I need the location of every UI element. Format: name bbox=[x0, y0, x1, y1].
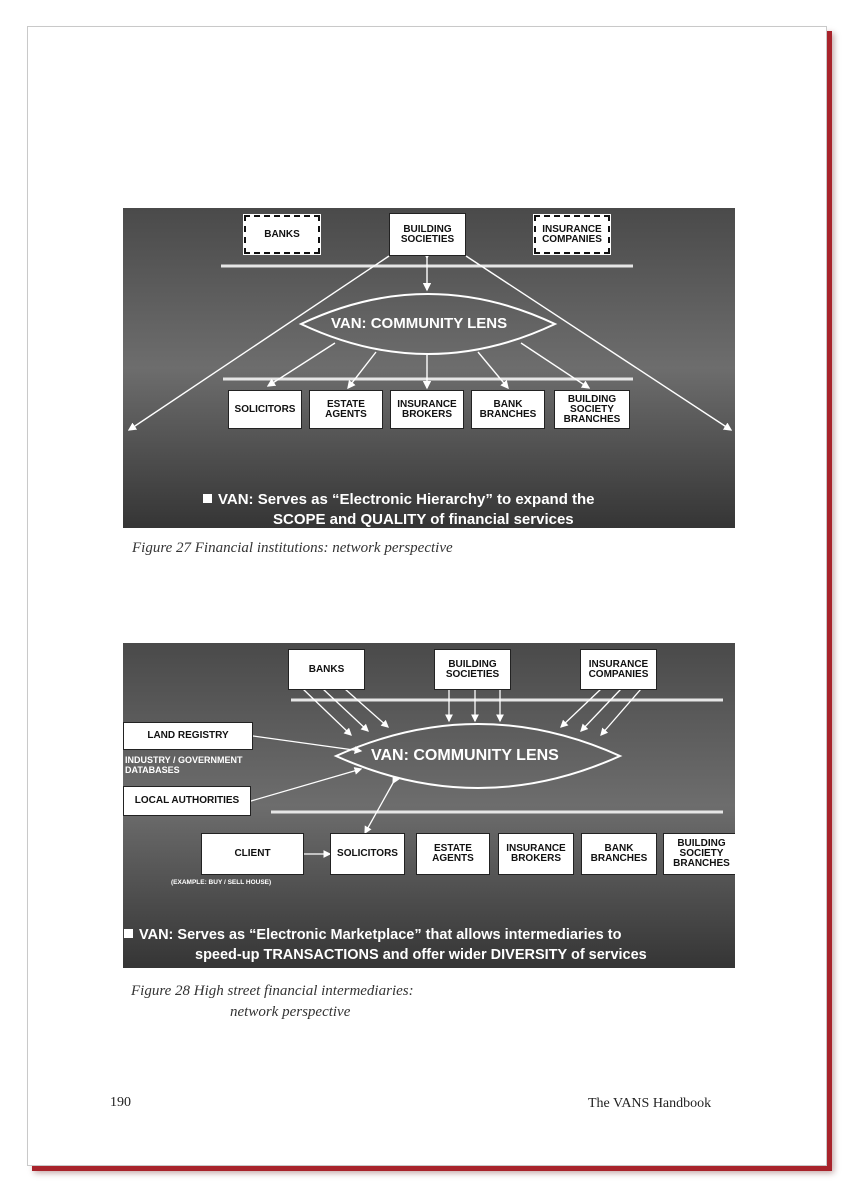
figure-28-caption-line-1: Figure 28 High street financial intermediaries: bbox=[131, 983, 414, 999]
building-societies-box: BUILDING SOCIETIES bbox=[389, 213, 466, 256]
banks-box: BANKS bbox=[288, 649, 365, 690]
estate-agents-box: ESTATE AGENTS bbox=[309, 390, 383, 429]
community-lens-label: VAN: COMMUNITY LENS bbox=[371, 747, 559, 764]
insurance-brokers-box: INSURANCE BROKERS bbox=[498, 833, 574, 875]
local-authorities-box: LOCAL AUTHORITIES bbox=[123, 786, 251, 816]
bank-branches-box: BANK BRANCHES bbox=[581, 833, 657, 875]
figure-28-diagram bbox=[123, 643, 735, 968]
figure-28-caption-line-2: network perspective bbox=[230, 1004, 351, 1020]
figure-27-graphics bbox=[123, 208, 735, 528]
building-societies-box: BUILDING SOCIETIES bbox=[434, 649, 511, 690]
book-page bbox=[27, 26, 827, 1166]
bullet-icon bbox=[203, 494, 212, 503]
example-label: (EXAMPLE: BUY / SELL HOUSE) bbox=[171, 879, 272, 886]
bank-branches-box: BANK BRANCHES bbox=[471, 390, 545, 429]
banks-box: BANKS bbox=[244, 215, 320, 254]
insurance-brokers-box: INSURANCE BROKERS bbox=[390, 390, 464, 429]
page-number: 190 bbox=[110, 1095, 131, 1110]
figure-28-note-line-2: speed-up TRANSACTIONS and offer wider DIVERSITY of services bbox=[195, 947, 647, 963]
insurance-companies-box: INSURANCE COMPANIES bbox=[534, 215, 610, 254]
building-society-branches-box: BUILDING SOCIETY BRANCHES bbox=[554, 390, 630, 429]
land-registry-box: LAND REGISTRY bbox=[123, 722, 253, 750]
figure-27-note-line-1: VAN: Serves as “Electronic Hierarchy” to expand the bbox=[203, 491, 595, 508]
insurance-companies-box: INSURANCE COMPANIES bbox=[580, 649, 657, 690]
estate-agents-box: ESTATE AGENTS bbox=[416, 833, 490, 875]
building-society-branches-box: BUILDING SOCIETY BRANCHES bbox=[663, 833, 735, 875]
figure-28-note-line-1: VAN: Serves as “Electronic Marketplace” that allows intermediaries to bbox=[124, 927, 621, 943]
community-lens-label: VAN: COMMUNITY LENS bbox=[331, 315, 508, 332]
solicitors-box: SOLICITORS bbox=[330, 833, 405, 875]
solicitors-box: SOLICITORS bbox=[228, 390, 302, 429]
bullet-icon bbox=[124, 929, 133, 938]
figure-27-note-line-2: SCOPE and QUALITY of financial services bbox=[273, 511, 574, 528]
client-box: CLIENT bbox=[201, 833, 304, 875]
figure-27-diagram bbox=[123, 208, 735, 528]
figure-27-caption: Figure 27 Financial institutions: network perspective bbox=[132, 540, 453, 556]
databases-label: INDUSTRY / GOVERNMENT DATABASES bbox=[125, 755, 243, 775]
book-title: The VANS Handbook bbox=[588, 1096, 712, 1111]
